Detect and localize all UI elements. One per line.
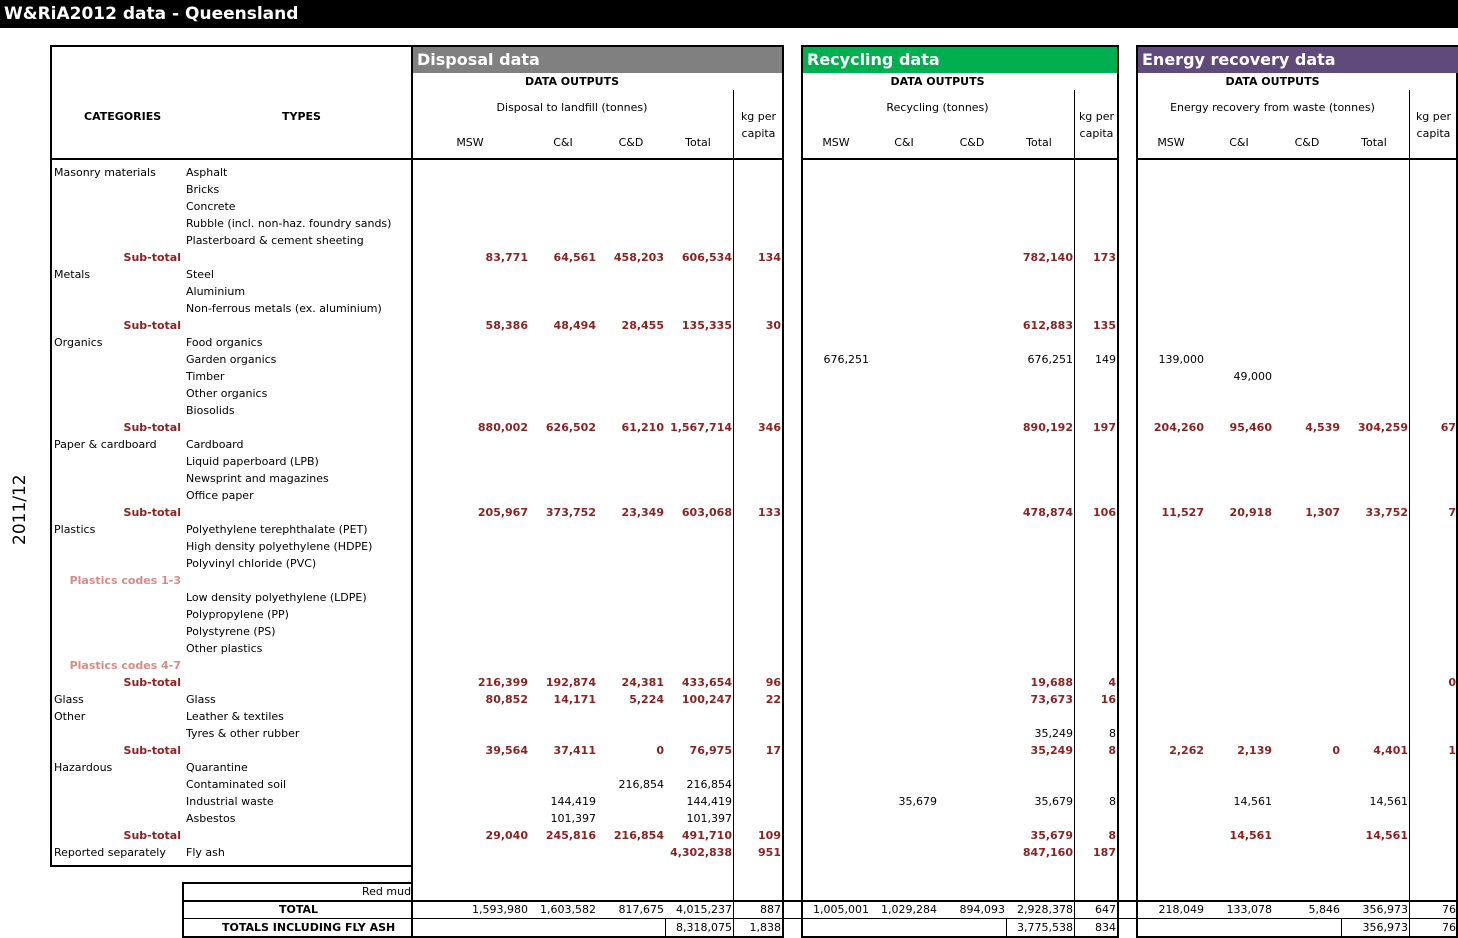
type-label: Fly ash: [186, 846, 225, 859]
energy-cell: 14,561: [1233, 795, 1272, 808]
energy-cell: 14,561: [1365, 829, 1408, 842]
energy-cell: 304,259: [1357, 421, 1408, 434]
recycling-kg-per: kg per: [1078, 110, 1115, 123]
type-label: Glass: [186, 693, 216, 706]
type-label: Timber: [186, 370, 225, 383]
energy-section-title: Energy recovery data: [1138, 47, 1458, 73]
type-label: Contaminated soil: [186, 778, 287, 791]
recycling-cell: 890,192: [1022, 421, 1073, 434]
disposal-col-ci: C&I: [553, 136, 573, 149]
energy-data-outputs: DATA OUTPUTS: [1225, 75, 1320, 88]
type-label: Asbestos: [186, 812, 236, 825]
type-label: Industrial waste: [186, 795, 274, 808]
category-label: Masonry materials: [54, 166, 156, 179]
disposal-capita: capita: [741, 127, 776, 140]
subtotal-label: Sub-total: [123, 319, 181, 332]
recycling-cell: 173: [1093, 251, 1116, 264]
disposal-cell: 76,975: [689, 744, 732, 757]
energy-total-cell: 76: [1442, 903, 1456, 916]
type-label: Low density polyethylene (LDPE): [186, 591, 367, 604]
disposal-total-cell: 4,015,237: [676, 903, 732, 916]
recycling-header-rule: [801, 158, 1119, 160]
recycling-col-msw: MSW: [822, 136, 850, 149]
recycling-cell: 187: [1093, 846, 1116, 859]
recycling-cell: 4: [1108, 676, 1116, 689]
recycling-cell: 612,883: [1022, 319, 1073, 332]
subtotal-label: Sub-total: [123, 744, 181, 757]
recycling-total-cell: 1,029,284: [881, 903, 937, 916]
disposal-cell: 133: [758, 506, 781, 519]
disposal-cell: 216,854: [686, 778, 732, 791]
disposal-cell: 373,752: [545, 506, 596, 519]
recycling-cell: 35,679: [1034, 795, 1073, 808]
energy-cell: 1,307: [1305, 506, 1340, 519]
type-label: Other plastics: [186, 642, 263, 655]
disposal-cell: 5,224: [629, 693, 664, 706]
subtotal-label: Sub-total: [123, 421, 181, 434]
type-label: Leather & textiles: [186, 710, 284, 723]
energy-total-cell: 133,078: [1226, 903, 1272, 916]
energy-cell: 4,539: [1305, 421, 1340, 434]
disposal-cell: 83,771: [485, 251, 528, 264]
energy-cell: 204,260: [1153, 421, 1204, 434]
recycling-cell: 35,679: [1030, 829, 1073, 842]
recycling-cell: 35,679: [898, 795, 937, 808]
energy-cell: 14,561: [1369, 795, 1408, 808]
category-label: Glass: [54, 693, 84, 706]
disposal-cell: 23,349: [621, 506, 664, 519]
recycling-fly-divider: [1006, 918, 1007, 938]
type-label: Quarantine: [186, 761, 248, 774]
disposal-cell: 64,561: [553, 251, 596, 264]
category-label: Metals: [54, 268, 91, 281]
disposal-cell: 4,302,838: [670, 846, 732, 859]
totals-rule: [182, 900, 1458, 902]
totals-fly-ash-label: TOTALS INCLUDING FLY ASH: [222, 921, 396, 934]
energy-total-cell: 218,049: [1158, 903, 1204, 916]
recycling-cell: 8: [1108, 744, 1116, 757]
disposal-cell: 606,534: [681, 251, 732, 264]
recycling-col-cd: C&D: [959, 136, 985, 149]
type-label: Aluminium: [186, 285, 246, 298]
disposal-col-msw: MSW: [456, 136, 484, 149]
energy-cell: 67: [1440, 421, 1456, 434]
type-label: Liquid paperboard (LPB): [186, 455, 319, 468]
recycling-cell: 149: [1095, 353, 1116, 366]
recycling-data-outputs: DATA OUTPUTS: [890, 75, 985, 88]
disposal-total-fly-cell: 8,318,075: [676, 921, 732, 934]
recycling-total-cell: 1,005,001: [813, 903, 869, 916]
type-label: Steel: [186, 268, 214, 281]
types-header: TYPES: [282, 110, 321, 123]
total-label: TOTAL: [279, 903, 319, 916]
disposal-cell: 216,854: [613, 829, 664, 842]
disposal-cell: 245,816: [545, 829, 596, 842]
disposal-data-outputs: DATA OUTPUTS: [525, 75, 619, 88]
recycling-cell: 8: [1108, 829, 1116, 842]
title-bar: [0, 0, 1458, 28]
totals-fly-rule: [182, 918, 1458, 919]
recycling-col-total: Total: [1026, 136, 1052, 149]
disposal-cell: 433,654: [681, 676, 732, 689]
energy-kg-per: kg per: [1415, 110, 1452, 123]
energy-cell: 7: [1448, 506, 1456, 519]
disposal-section-title: Disposal data: [413, 47, 782, 73]
energy-cell: 1: [1448, 744, 1456, 757]
disposal-cell: 346: [758, 421, 781, 434]
subtotal-label: Sub-total: [123, 676, 181, 689]
recycling-cell: 8: [1109, 795, 1116, 808]
disposal-cell: 491,710: [681, 829, 732, 842]
disposal-cell: 28,455: [621, 319, 664, 332]
energy-total-cell: 356,973: [1362, 903, 1408, 916]
recycling-total-fly-cell: 834: [1095, 921, 1116, 934]
category-label: Other: [54, 710, 86, 723]
disposal-cell: 48,494: [553, 319, 596, 332]
disposal-cell: 0: [656, 744, 664, 757]
recycling-cell: 847,160: [1022, 846, 1073, 859]
type-label: Concrete: [186, 200, 236, 213]
energy-total-fly-cell: 76: [1442, 921, 1456, 934]
type-label: Bricks: [186, 183, 220, 196]
disposal-cell: 22: [765, 693, 781, 706]
disposal-cell: 58,386: [485, 319, 528, 332]
recycling-cell: 478,874: [1022, 506, 1073, 519]
energy-col-cd: C&D: [1294, 136, 1320, 149]
disposal-cell: 61,210: [621, 421, 664, 434]
disposal-cell: 24,381: [621, 676, 664, 689]
recycling-cell: 16: [1100, 693, 1116, 706]
category-label: Hazardous: [54, 761, 113, 774]
type-label: Food organics: [186, 336, 263, 349]
disposal-total-cell: 817,675: [618, 903, 664, 916]
recycling-total-cell: 647: [1095, 903, 1116, 916]
disposal-cell: 216,399: [477, 676, 528, 689]
disposal-cell: 951: [758, 846, 781, 859]
energy-cell: 0: [1332, 744, 1340, 757]
type-label: Non-ferrous metals (ex. aluminium): [186, 302, 382, 315]
disposal-cell: 216,854: [618, 778, 664, 791]
energy-cell: 2,262: [1169, 744, 1204, 757]
disposal-cell: 80,852: [485, 693, 528, 706]
disposal-cell: 205,967: [477, 506, 528, 519]
recycling-total-cell: 894,093: [959, 903, 1005, 916]
type-label: High density polyethylene (HDPE): [186, 540, 373, 553]
type-label: Asphalt: [186, 166, 228, 179]
recycling-section-title: Recycling data: [803, 47, 1117, 73]
disposal-cell: 101,397: [686, 812, 732, 825]
recycling-cell: 35,249: [1034, 727, 1073, 740]
type-label: Polystyrene (PS): [186, 625, 276, 638]
disposal-cell: 603,068: [681, 506, 732, 519]
disposal-cell: 109: [758, 829, 781, 842]
disposal-cell: 144,419: [550, 795, 596, 808]
energy-cell: 11,527: [1161, 506, 1204, 519]
type-label: Other organics: [186, 387, 268, 400]
type-label: Biosolids: [186, 404, 235, 417]
type-label: Polypropylene (PP): [186, 608, 289, 621]
disposal-total-cell: 1,593,980: [472, 903, 528, 916]
disposal-subheading: Disposal to landfill (tonnes): [496, 101, 648, 114]
energy-total-cell: 5,846: [1308, 903, 1340, 916]
disposal-total-fly-cell: 1,838: [749, 921, 781, 934]
category-label: Organics: [54, 336, 103, 349]
disposal-cell: 192,874: [545, 676, 596, 689]
category-label: Reported separately: [54, 846, 166, 859]
category-label: Plastics: [54, 523, 96, 536]
energy-fly-divider: [1341, 918, 1342, 938]
type-label: Newsprint and magazines: [186, 472, 329, 485]
energy-cell: 2,139: [1237, 744, 1272, 757]
disposal-cell: 144,419: [686, 795, 732, 808]
energy-col-ci: C&I: [1229, 136, 1249, 149]
disposal-cell: 30: [765, 319, 781, 332]
recycling-cell: 135: [1093, 319, 1116, 332]
recycling-cell: 19,688: [1030, 676, 1073, 689]
plastics-codes-label: Plastics codes 4-7: [69, 659, 181, 672]
subtotal-label: Sub-total: [123, 251, 181, 264]
disposal-kg-per: kg per: [740, 110, 777, 123]
energy-total-fly-cell: 356,973: [1362, 921, 1408, 934]
recycling-cell: 197: [1093, 421, 1116, 434]
category-label: Paper & cardboard: [54, 438, 157, 451]
type-label: Office paper: [186, 489, 254, 502]
recycling-cell: 676,251: [823, 353, 869, 366]
energy-cell: 0: [1448, 676, 1456, 689]
disposal-cell: 101,397: [550, 812, 596, 825]
disposal-cell: 29,040: [485, 829, 528, 842]
recycling-cell: 35,249: [1030, 744, 1073, 757]
recycling-subheading: Recycling (tonnes): [886, 101, 989, 114]
energy-cell: 33,752: [1365, 506, 1408, 519]
disposal-total-cell: 887: [760, 903, 781, 916]
recycling-cell: 676,251: [1027, 353, 1073, 366]
energy-cell: 49,000: [1233, 370, 1272, 383]
type-label: Polyethylene terephthalate (PET): [186, 523, 368, 536]
type-label: Cardboard: [186, 438, 244, 451]
type-label: Plasterboard & cement sheeting: [186, 234, 364, 247]
disposal-cell: 1,567,714: [670, 421, 732, 434]
disposal-col-total: Total: [685, 136, 711, 149]
energy-cell: 4,401: [1373, 744, 1408, 757]
recycling-total-cell: 2,928,378: [1017, 903, 1073, 916]
disposal-cell: 458,203: [613, 251, 664, 264]
categories-header: CATEGORIES: [84, 110, 162, 123]
disposal-cell: 37,411: [553, 744, 596, 757]
plastics-codes-label: Plastics codes 1-3: [69, 574, 181, 587]
energy-col-msw: MSW: [1157, 136, 1185, 149]
disposal-cell: 39,564: [485, 744, 528, 757]
energy-cell: 139,000: [1158, 353, 1204, 366]
energy-cell: 95,460: [1229, 421, 1272, 434]
disposal-cell: 96: [765, 676, 781, 689]
disposal-cell: 14,171: [553, 693, 596, 706]
type-label: Rubble (incl. non-haz. foundry sands): [186, 217, 392, 230]
disposal-header-rule: [411, 158, 784, 160]
energy-cell: 20,918: [1229, 506, 1272, 519]
recycling-cell: 106: [1093, 506, 1116, 519]
energy-subheading: Energy recovery from waste (tonnes): [1170, 101, 1375, 114]
disposal-cell: 100,247: [681, 693, 732, 706]
type-label: Polyvinyl chloride (PVC): [186, 557, 317, 570]
disposal-cell: 135,335: [681, 319, 732, 332]
type-label: Garden organics: [186, 353, 277, 366]
recycling-total-fly-cell: 3,775,538: [1017, 921, 1073, 934]
disposal-total-cell: 1,603,582: [540, 903, 596, 916]
recycling-capita: capita: [1079, 127, 1114, 140]
disposal-cell: 134: [758, 251, 781, 264]
type-label: Tyres & other rubber: [186, 727, 300, 740]
categories-header-rule: [50, 158, 413, 160]
recycling-col-ci: C&I: [894, 136, 914, 149]
disposal-cell: 626,502: [545, 421, 596, 434]
subtotal-label: Sub-total: [123, 829, 181, 842]
disposal-cell: 17: [765, 744, 781, 757]
year-label: 2011/12: [10, 474, 30, 545]
disposal-cell: 880,002: [477, 421, 528, 434]
subtotal-label: Sub-total: [123, 506, 181, 519]
recycling-cell: 782,140: [1022, 251, 1073, 264]
red-mud-label: Red mud: [362, 885, 412, 898]
disposal-col-cd: C&D: [618, 136, 644, 149]
page-title: W&RiA2012 data - Queensland: [4, 4, 299, 24]
energy-capita: capita: [1416, 127, 1451, 140]
disposal-fly-divider: [665, 918, 666, 938]
recycling-cell: 8: [1109, 727, 1116, 740]
energy-cell: 14,561: [1229, 829, 1272, 842]
recycling-cell: 73,673: [1030, 693, 1073, 706]
energy-col-total: Total: [1361, 136, 1387, 149]
